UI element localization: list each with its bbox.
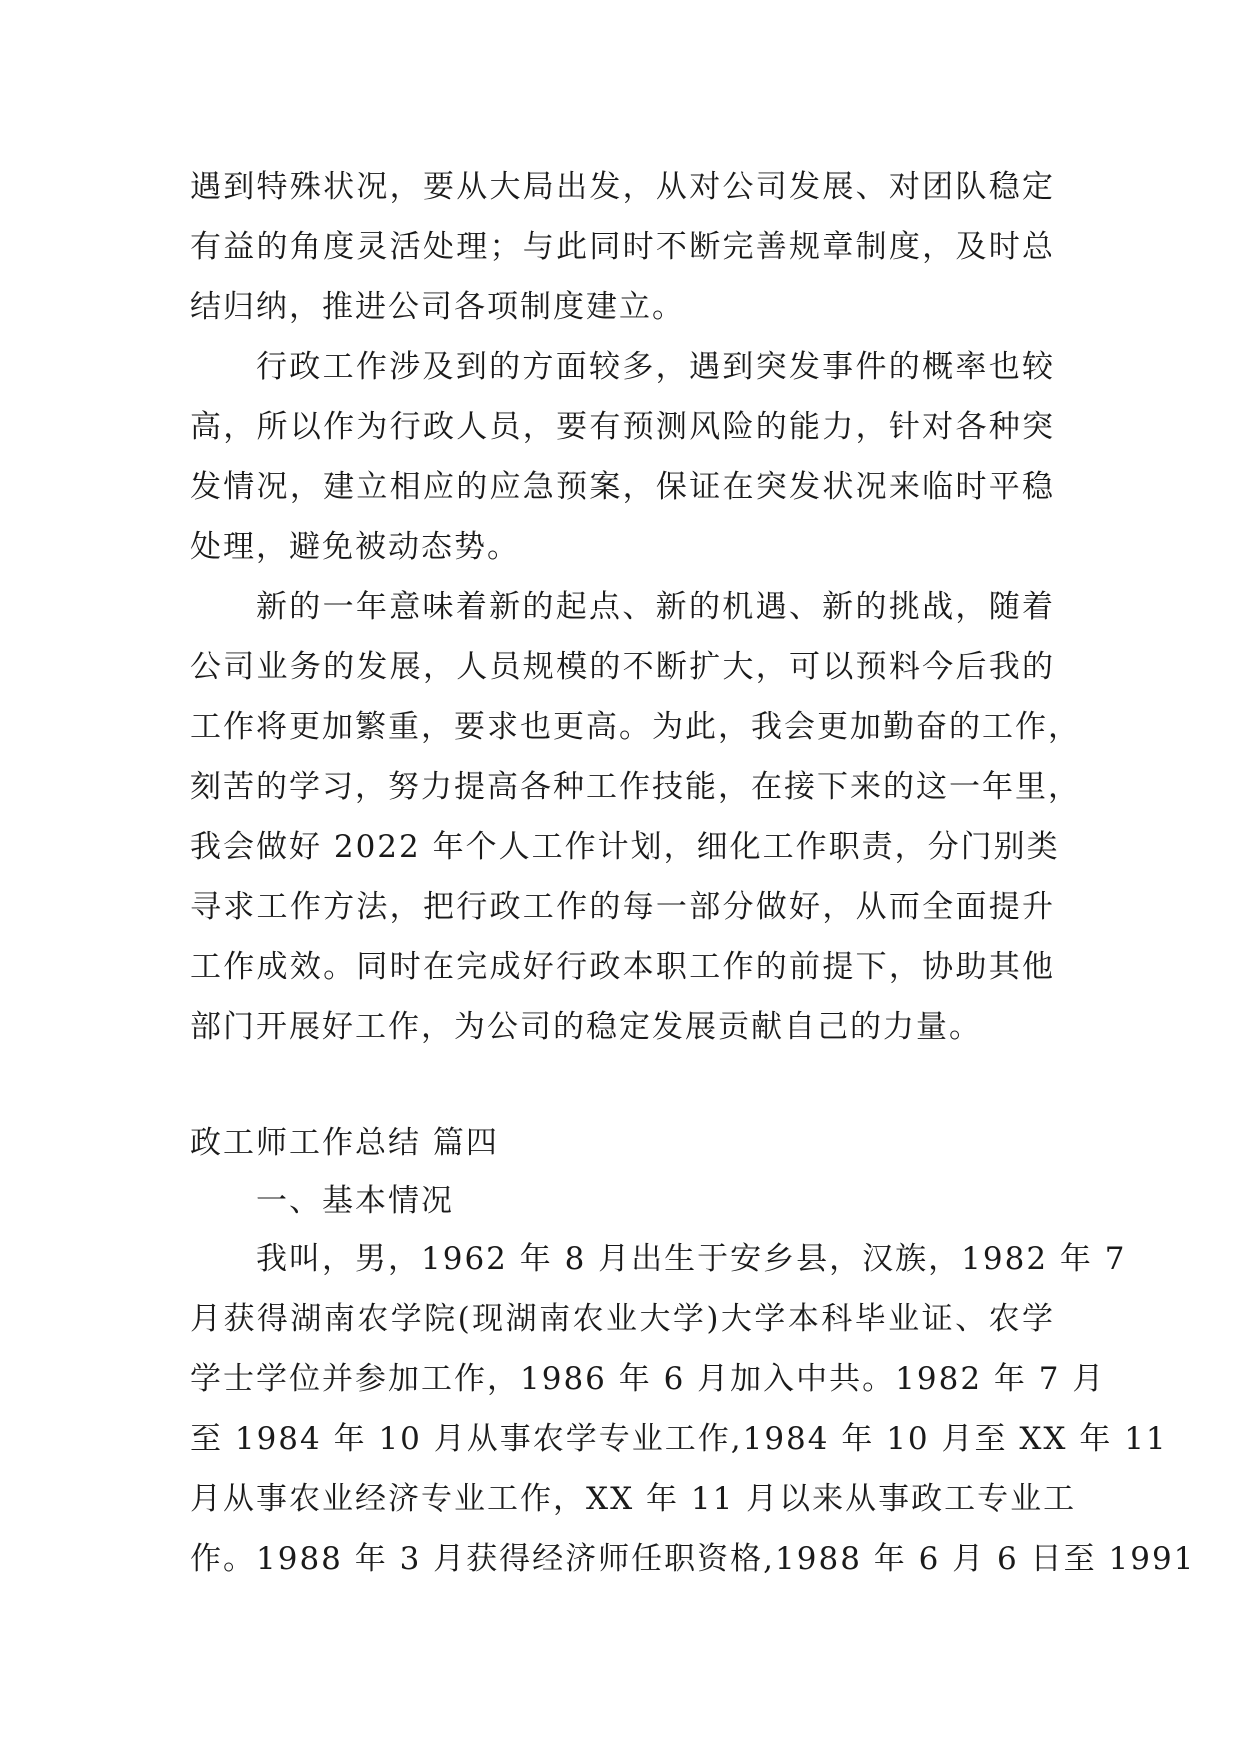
paragraph-line: 行政工作涉及到的方面较多，遇到突发事件的概率也较	[256, 349, 1055, 385]
document-page	[190, 157, 1196, 1589]
paragraph-line: 作。1988 年 3 月获得经济师任职资格,1988 年 6 月 6 日至 1991	[190, 1541, 1196, 1577]
paragraph-line: 遇到特殊状况，要从大局出发，从对公司发展、对团队稳定	[190, 169, 1055, 205]
paragraph-line: 月获得湖南农学院(现湖南农业大学)大学本科毕业证、农学	[190, 1301, 1055, 1337]
paragraph-line: 发情况，建立相应的应急预案，保证在突发状况来临时平稳	[190, 469, 1055, 505]
paragraph-line: 寻求工作方法，把行政工作的每一部分做好，从而全面提升	[190, 889, 1055, 925]
paragraph-line: 我叫，男，1962 年 8 月出生于安乡县，汉族，1982 年 7	[256, 1241, 1127, 1277]
paragraph-4	[190, 1229, 1196, 1589]
paragraph-1	[190, 157, 1055, 337]
paragraph-line: 月从事农业经济专业工作，XX 年 11 月以来从事政工专业工	[190, 1481, 1077, 1517]
section-title: 政工师工作总结 篇四	[190, 1125, 499, 1161]
subsection-title: 一、基本情况	[256, 1183, 454, 1219]
paragraph-line: 工作成效。同时在完成好行政本职工作的前提下，协助其他	[190, 949, 1055, 985]
paragraph-line: 学士学位并参加工作，1986 年 6 月加入中共。1982 年 7 月	[190, 1361, 1106, 1397]
paragraph-line: 新的一年意味着新的起点、新的机遇、新的挑战，随着	[256, 589, 1055, 625]
section-spacer	[190, 1057, 1055, 1113]
paragraph-3	[190, 577, 1081, 1057]
paragraph-line: 处理，避免被动态势。	[190, 529, 520, 565]
paragraph-line: 有益的角度灵活处理；与此同时不断完善规章制度，及时总	[190, 229, 1055, 265]
paragraph-line: 工作将更加繁重，要求也更高。为此，我会更加勤奋的工作，	[190, 709, 1081, 745]
paragraph-line: 结归纳，推进公司各项制度建立。	[190, 289, 685, 325]
paragraph-line: 至 1984 年 10 月从事农学专业工作,1984 年 10 月至 XX 年 11	[190, 1421, 1168, 1457]
paragraph-line: 部门开展好工作，为公司的稳定发展贡献自己的力量。	[190, 1009, 982, 1045]
paragraph-line: 高，所以作为行政人员，要有预测风险的能力，针对各种突	[190, 409, 1055, 445]
paragraph-2	[190, 337, 1055, 577]
paragraph-line: 公司业务的发展，人员规模的不断扩大，可以预料今后我的	[190, 649, 1055, 685]
paragraph-line: 我会做好 2022 年个人工作计划，细化工作职责，分门别类	[190, 829, 1060, 865]
paragraph-line: 刻苦的学习，努力提高各种工作技能，在接下来的这一年里，	[190, 769, 1081, 805]
